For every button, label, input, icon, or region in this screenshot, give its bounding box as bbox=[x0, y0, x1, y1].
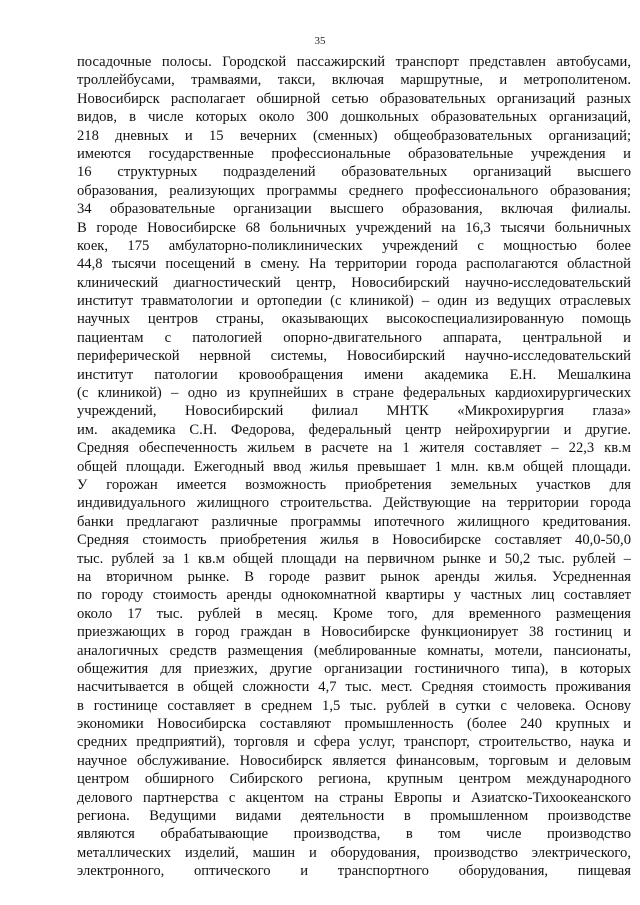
text-line: троллейбусами, трамваями, такси, включая маршрутные, и метрополитеном. bbox=[77, 72, 631, 89]
text-line: приезжающих в город граждан в Новосибирске функционирует 38 гостиниц и bbox=[77, 624, 631, 641]
text-line: 218 дневных и 15 вечерних (сменных) общеобразовательных организаций; bbox=[77, 127, 631, 144]
text-line: центром обширного Сибирского региона, крупным центром международного bbox=[77, 771, 631, 788]
text-line: видов, в числе которых около 300 дошкольных образовательных организаций, bbox=[77, 109, 631, 126]
text-line: пациентам с патологией опорно-двигательного аппарата, центральной и bbox=[77, 329, 631, 346]
text-line: периферической нервной системы, Новосибирский научно-исследовательский bbox=[77, 348, 631, 365]
text-line: научных центров страны, оказывающих высокоспециализированную помощь bbox=[77, 311, 631, 328]
text-line: (с клиникой) – одно из крупнейших в стране федеральных кардиохирургических bbox=[77, 385, 631, 402]
text-line: институт травматологии и ортопедии (с клиникой) – один из ведущих отраслевых bbox=[77, 293, 631, 310]
text-line: Средняя обеспеченность жильем в расчете на 1 жителя составляет – 22,3 кв.м bbox=[77, 440, 631, 457]
text-line: 34 образовательные организации высшего образования, включая филиалы. bbox=[77, 201, 631, 218]
text-line: 16 структурных подразделений образовательных организаций высшего bbox=[77, 164, 631, 181]
text-line: насчитывается в общей сложности 4,7 тыс. мест. Средняя стоимость проживания bbox=[77, 679, 631, 696]
text-line: Средняя стоимость приобретения жилья в Новосибирске составляет 40,0-50,0 bbox=[77, 532, 631, 549]
text-line: В городе Новосибирске 68 больничных учреждений на 16,3 тысячи больничных bbox=[77, 219, 631, 236]
text-line: имеются государственные профессиональные образовательные учреждения и bbox=[77, 145, 631, 162]
text-line: общей площади. Ежегодный ввод жилья превышает 1 млн. кв.м общей площади. bbox=[77, 458, 631, 475]
text-line: являются обрабатывающие производства, в том числе производство bbox=[77, 826, 631, 843]
page-number: 35 bbox=[314, 35, 326, 47]
text-line: научное обслуживание. Новосибирск является финансовым, торговым и деловым bbox=[77, 752, 631, 769]
text-line: образования, реализующих программы среднего профессионального образования; bbox=[77, 182, 631, 199]
text-line: аналогичных средств размещения (меблированные комнаты, мотели, пансионаты, bbox=[77, 642, 631, 659]
text-line: Новосибирск располагает обширной сетью образовательных организаций разных bbox=[77, 90, 631, 107]
text-line: тыс. рублей за 1 кв.м общей площади на первичном рынке и 50,2 тыс. рублей – bbox=[77, 550, 631, 567]
text-line: банки предлагают различные программы ипотечного жилищного кредитования. bbox=[77, 513, 631, 530]
text-line: по городу стоимость аренды однокомнатной квартиры у частных лиц составляет bbox=[77, 587, 631, 604]
text-line: У горожан имеется возможность приобретения земельных участков для bbox=[77, 476, 631, 493]
text-line: индивидуального жилищного строительства. Действующие на территории города bbox=[77, 495, 631, 512]
text-line: около 17 тыс. рублей в месяц. Кроме того, для временного размещения bbox=[77, 605, 631, 622]
text-line: электронного, оптического и транспортного оборудования, пищевая bbox=[77, 863, 631, 880]
text-line: делового партнерства с акцентом на страны Европы и Азиатско-Тихоокеанского bbox=[77, 789, 631, 806]
text-line: общежития для приезжих, другие организации гостиничного типа), в которых bbox=[77, 660, 631, 677]
text-line: клинический диагностический центр, Новосибирский научно-исследовательский bbox=[77, 274, 631, 291]
text-line: им. академика С.Н. Федорова, федеральный центр нейрохирургии и другие. bbox=[77, 421, 631, 438]
text-line: средних предприятий), торговля и сфера услуг, транспорт, строительство, наука и bbox=[77, 734, 631, 751]
text-line: в гостинице составляет в среднем 1,5 тыс. рублей в сутки с человека. Основу bbox=[77, 697, 631, 714]
text-line: 44,8 тысячи посещений в смену. На территории города располагаются областной bbox=[77, 256, 631, 273]
body-text bbox=[77, 53, 631, 881]
text-line: институт патологии кровообращения имени академика Е.Н. Мешалкина bbox=[77, 366, 631, 383]
text-line: коек, 175 амбулаторно-поликлинических учреждений с мощностью более bbox=[77, 237, 631, 254]
text-line: учреждений, Новосибирский филиал МНТК «Микрохирургия глаза» bbox=[77, 403, 631, 420]
text-line: региона. Ведущими видами деятельности в промышленном производстве bbox=[77, 808, 631, 825]
text-line: посадочные полосы. Городской пассажирский транспорт представлен автобусами, bbox=[77, 54, 631, 70]
text-line: экономики Новосибирска составляют промышленность (более 240 крупных и bbox=[77, 716, 631, 733]
text-line: металлических изделий, машин и оборудования, производство электрического, bbox=[77, 844, 631, 861]
text-line: на вторичном рынке. В городе развит рынок аренды жилья. Усредненная bbox=[77, 568, 631, 585]
